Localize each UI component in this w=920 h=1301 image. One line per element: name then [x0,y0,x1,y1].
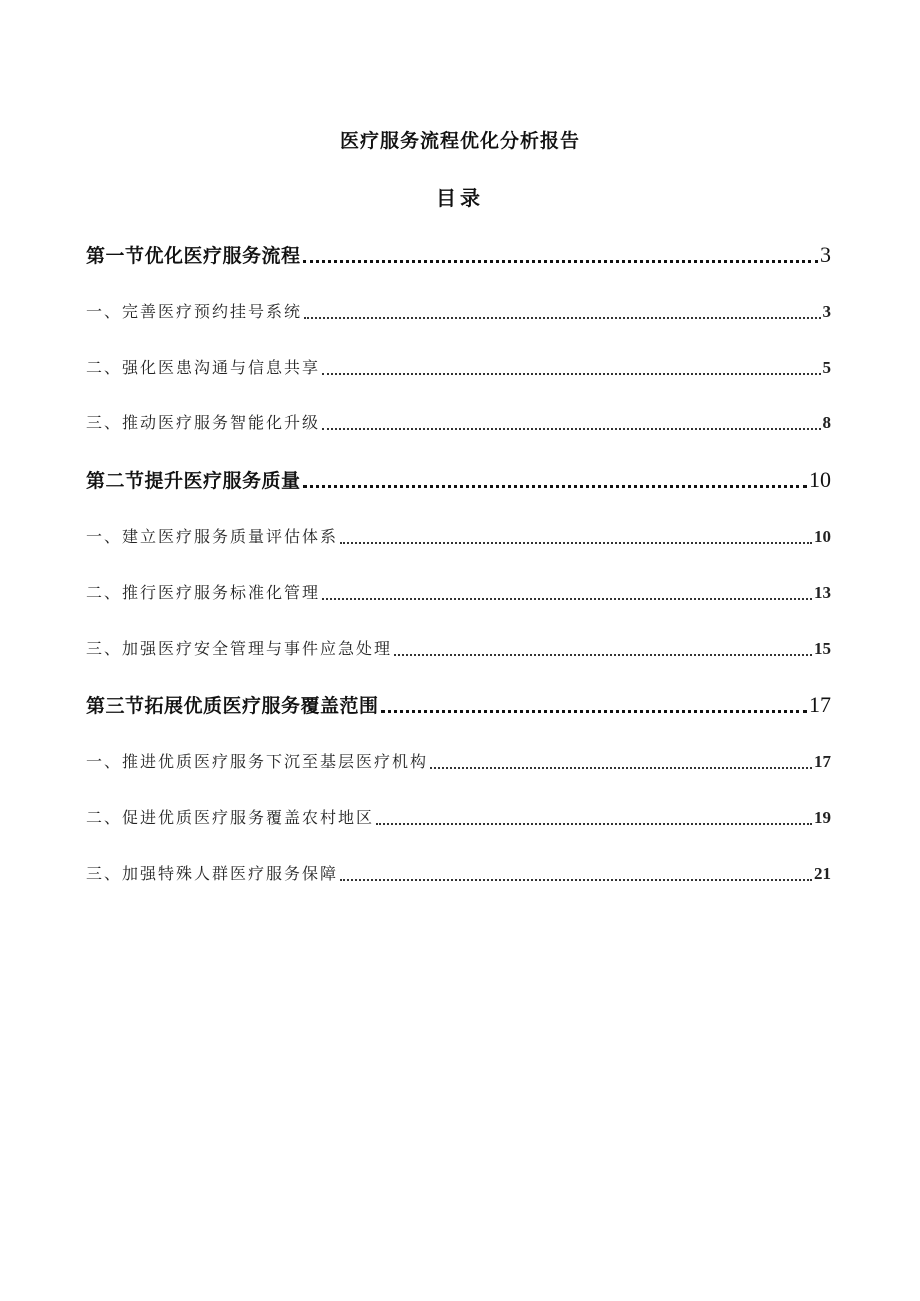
toc-page-number: 10 [814,527,831,546]
toc-page-number: 17 [814,752,831,771]
toc-entry-title: 二、强化医患沟通与信息共享 [86,358,321,377]
toc-leader-dots [304,299,820,325]
toc-leader-dots [322,355,820,381]
toc-heading: 目录 [436,186,484,210]
toc-entry-subsection[interactable] [86,355,831,381]
toc-page-number: 21 [814,864,831,883]
toc-entry-title: 三、加强特殊人群医疗服务保障 [86,864,339,883]
toc-entry-section-2[interactable] [86,465,831,495]
toc-leader-dots [394,636,812,662]
toc-page-number: 19 [814,808,831,827]
toc-entry-title: 二、推行医疗服务标准化管理 [86,583,321,602]
toc-entry-title: 一、建立医疗服务质量评估体系 [86,527,339,546]
toc-entry-subsection[interactable] [86,749,831,775]
toc-entry-title: 三、推动医疗服务智能化升级 [86,413,321,432]
toc-entry-subsection[interactable] [86,861,831,887]
toc-entry-subsection[interactable] [86,805,831,831]
toc-leader-dots [303,465,807,495]
toc-page-number: 3 [820,242,831,267]
toc-leader-dots [340,861,812,887]
toc-page-number: 17 [809,692,831,717]
toc-leader-dots [340,524,812,550]
toc-entry-section-1[interactable] [86,240,831,270]
toc-entry-title: 第一节优化医疗服务流程 [86,245,301,267]
toc-entry-title: 第二节提升医疗服务质量 [86,470,301,492]
toc-page-number: 3 [822,302,831,321]
toc-page-number: 5 [822,358,831,377]
toc-entry-subsection[interactable] [86,299,831,325]
toc-entry-title: 二、促进优质医疗服务覆盖农村地区 [86,808,375,827]
toc-entry-section-3[interactable] [86,690,831,720]
toc-page-number: 8 [822,413,831,432]
toc-leader-dots [303,240,818,270]
toc-leader-dots [376,805,812,831]
toc-entry-subsection[interactable] [86,524,831,550]
document-title: 医疗服务流程优化分析报告 [339,130,580,152]
toc-page-number: 13 [814,583,831,602]
toc-entry-title: 一、完善医疗预约挂号系统 [86,302,303,321]
toc-entry-subsection[interactable] [86,636,831,662]
toc-entry-subsection[interactable] [86,580,831,606]
toc-leader-dots [322,410,820,436]
toc-entry-subsection[interactable] [86,410,831,436]
toc-page-number: 15 [814,639,831,658]
toc-leader-dots [381,690,807,720]
toc-entry-title: 第三节拓展优质医疗服务覆盖范围 [86,695,379,717]
toc-entry-title: 三、加强医疗安全管理与事件应急处理 [86,639,393,658]
toc-leader-dots [430,749,812,775]
toc-page-number: 10 [809,467,831,492]
toc-entry-title: 一、推进优质医疗服务下沉至基层医疗机构 [86,752,429,771]
toc-leader-dots [322,580,812,606]
